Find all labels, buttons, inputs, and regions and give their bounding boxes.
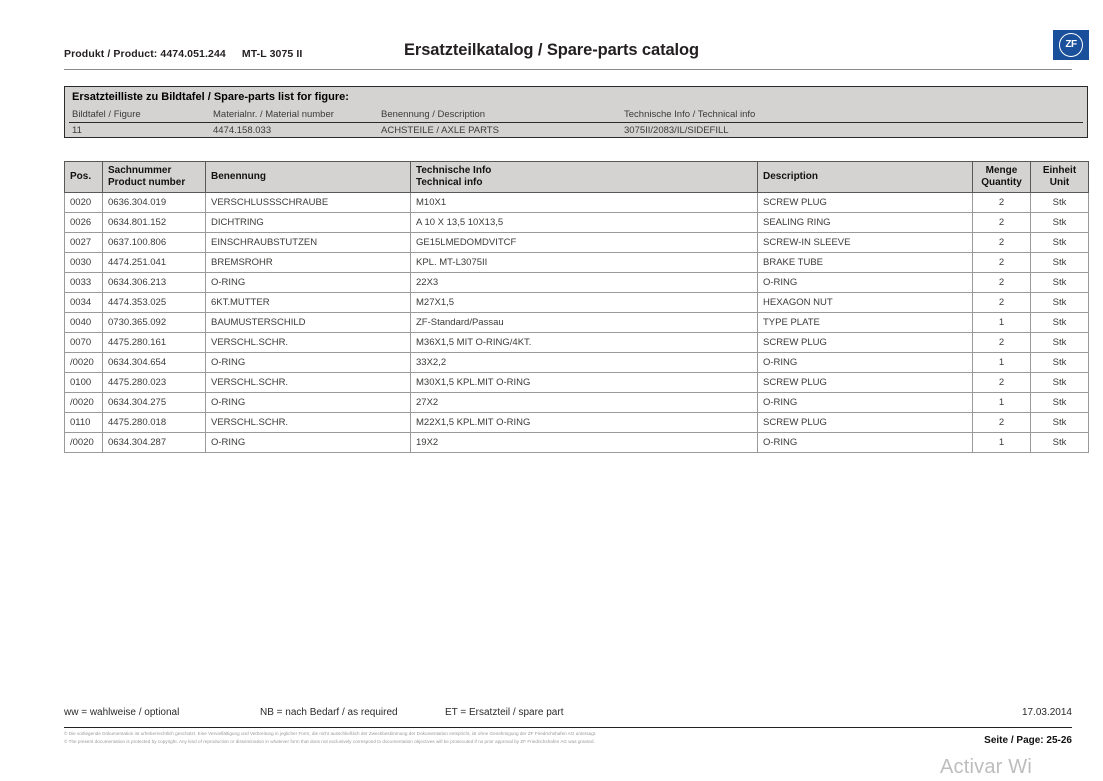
cell-technical-info: 19X2 bbox=[411, 433, 758, 453]
cell-benennung: O-RING bbox=[206, 393, 411, 413]
cell-description: SEALING RING bbox=[758, 213, 973, 233]
cell-quantity: 2 bbox=[973, 193, 1031, 213]
col-header-product-number bbox=[103, 162, 206, 193]
figure-value-description: ACHSTEILE / AXLE PARTS bbox=[381, 125, 499, 136]
figure-box-divider bbox=[69, 122, 1083, 123]
cell-unit: Stk bbox=[1031, 193, 1089, 213]
table-row[interactable] bbox=[65, 253, 1089, 273]
table-row[interactable] bbox=[65, 213, 1089, 233]
col-header-pos bbox=[65, 162, 103, 193]
cell-unit: Stk bbox=[1031, 413, 1089, 433]
cell-quantity: 2 bbox=[973, 233, 1031, 253]
cell-unit: Stk bbox=[1031, 273, 1089, 293]
cell-benennung: VERSCHL.SCHR. bbox=[206, 333, 411, 353]
col-header-product-number-de: Sachnummer bbox=[108, 165, 172, 176]
col-header-technical-info bbox=[411, 162, 758, 193]
cell-unit: Stk bbox=[1031, 313, 1089, 333]
cell-technical-info: GE15LMEDOMDVITCF bbox=[411, 233, 758, 253]
cell-benennung: DICHTRING bbox=[206, 213, 411, 233]
table-header-row bbox=[65, 162, 1089, 193]
cell-description: TYPE PLATE bbox=[758, 313, 973, 333]
legend-spare-part: ET = Ersatzteil / spare part bbox=[445, 707, 564, 718]
col-header-quantity bbox=[973, 162, 1031, 193]
figure-box-title: Ersatzteilliste zu Bildtafel / Spare-parts list for figure: bbox=[72, 91, 349, 103]
cell-pos: 0034 bbox=[65, 293, 103, 313]
cell-product-number: 0634.801.152 bbox=[103, 213, 206, 233]
cell-technical-info: KPL. MT-L3075II bbox=[411, 253, 758, 273]
cell-unit: Stk bbox=[1031, 333, 1089, 353]
legend-as-required: NB = nach Bedarf / as required bbox=[260, 707, 398, 718]
col-header-description-label: Description bbox=[763, 171, 819, 183]
col-header-quantity-de: Menge bbox=[985, 165, 1018, 176]
cell-product-number: 4474.251.041 bbox=[103, 253, 206, 273]
cell-quantity: 2 bbox=[973, 333, 1031, 353]
cell-pos: 0110 bbox=[65, 413, 103, 433]
footer-divider bbox=[64, 727, 1072, 728]
cell-product-number: 4475.280.161 bbox=[103, 333, 206, 353]
table-header bbox=[65, 162, 1089, 193]
table-body bbox=[65, 193, 1089, 453]
cell-product-number: 4474.353.025 bbox=[103, 293, 206, 313]
col-header-technical-info-en: Technical info bbox=[416, 177, 483, 189]
cell-product-number: 0730.365.092 bbox=[103, 313, 206, 333]
cell-pos: 0033 bbox=[65, 273, 103, 293]
cell-unit: Stk bbox=[1031, 293, 1089, 313]
cell-description: SCREW PLUG bbox=[758, 193, 973, 213]
cell-unit: Stk bbox=[1031, 253, 1089, 273]
figure-col-header-technical-info: Technische Info / Technical info bbox=[624, 109, 756, 120]
cell-technical-info: M36X1,5 MIT O-RING/4KT. bbox=[411, 333, 758, 353]
cell-technical-info: M30X1,5 KPL.MIT O-RING bbox=[411, 373, 758, 393]
cell-benennung: VERSCHL.SCHR. bbox=[206, 373, 411, 393]
cell-description: O-RING bbox=[758, 433, 973, 453]
table-row[interactable] bbox=[65, 393, 1089, 413]
cell-description: O-RING bbox=[758, 393, 973, 413]
cell-quantity: 2 bbox=[973, 253, 1031, 273]
cell-pos: 0070 bbox=[65, 333, 103, 353]
cell-unit: Stk bbox=[1031, 353, 1089, 373]
cell-technical-info: ZF-Standard/Passau bbox=[411, 313, 758, 333]
figure-value-material-number: 4474.158.033 bbox=[213, 125, 272, 136]
cell-technical-info: 33X2,2 bbox=[411, 353, 758, 373]
cell-quantity: 2 bbox=[973, 273, 1031, 293]
cell-technical-info: 22X3 bbox=[411, 273, 758, 293]
cell-pos: 0026 bbox=[65, 213, 103, 233]
page-title: Ersatzteilkatalog / Spare-parts catalog bbox=[403, 41, 700, 59]
product-model: MT-L 3075 II bbox=[241, 48, 303, 60]
col-header-unit-en: Unit bbox=[1049, 177, 1070, 189]
col-header-product-number-en: Product number bbox=[108, 177, 186, 189]
cell-pos: /0020 bbox=[65, 433, 103, 453]
cell-description: HEXAGON NUT bbox=[758, 293, 973, 313]
table-row[interactable] bbox=[65, 293, 1089, 313]
cell-product-number: 4475.280.023 bbox=[103, 373, 206, 393]
cell-product-number: 0634.304.287 bbox=[103, 433, 206, 453]
cell-description: SCREW PLUG bbox=[758, 373, 973, 393]
figure-col-header-figure: Bildtafel / Figure bbox=[72, 109, 141, 120]
page-number: Seite / Page: 25-26 bbox=[984, 735, 1072, 746]
copyright-english: © The present documentation is protected by copyright. Any kind of reproduction or dissemination in whatever form that does not exclusively correspond to documentation objectives will be prosecuted if no prior approval by ZF Friedrichshafen AG was granted. bbox=[64, 738, 595, 744]
cell-product-number: 0634.304.275 bbox=[103, 393, 206, 413]
zf-logo-icon bbox=[1053, 30, 1089, 60]
cell-product-number: 0634.306.213 bbox=[103, 273, 206, 293]
cell-benennung: VERSCHLUSSSCHRAUBE bbox=[206, 193, 411, 213]
cell-technical-info: 27X2 bbox=[411, 393, 758, 413]
cell-technical-info: M22X1,5 KPL.MIT O-RING bbox=[411, 413, 758, 433]
cell-product-number: 0636.304.019 bbox=[103, 193, 206, 213]
header-divider bbox=[64, 69, 1072, 70]
cell-unit: Stk bbox=[1031, 233, 1089, 253]
cell-benennung: 6KT.MUTTER bbox=[206, 293, 411, 313]
col-header-description bbox=[758, 162, 973, 193]
figure-value-technical-info: 3075II/2083/IL/SIDEFILL bbox=[624, 125, 729, 136]
cell-description: O-RING bbox=[758, 353, 973, 373]
cell-quantity: 2 bbox=[973, 213, 1031, 233]
cell-unit: Stk bbox=[1031, 213, 1089, 233]
cell-pos: 0100 bbox=[65, 373, 103, 393]
cell-pos: 0020 bbox=[65, 193, 103, 213]
cell-description: SCREW PLUG bbox=[758, 413, 973, 433]
cell-description: O-RING bbox=[758, 273, 973, 293]
zf-logo-text: ZF bbox=[1065, 39, 1077, 50]
legend-optional: ww = wahlweise / optional bbox=[64, 707, 180, 718]
cell-unit: Stk bbox=[1031, 393, 1089, 413]
activation-watermark: Activar Wi bbox=[940, 756, 1032, 778]
table-row[interactable] bbox=[65, 433, 1089, 453]
cell-quantity: 1 bbox=[973, 313, 1031, 333]
page-header bbox=[64, 36, 1039, 68]
cell-benennung: O-RING bbox=[206, 433, 411, 453]
cell-technical-info: M10X1 bbox=[411, 193, 758, 213]
figure-box-column-headers bbox=[65, 109, 1087, 122]
cell-unit: Stk bbox=[1031, 373, 1089, 393]
zf-logo-ring bbox=[1059, 33, 1083, 57]
cell-benennung: VERSCHL.SCHR. bbox=[206, 413, 411, 433]
cell-quantity: 2 bbox=[973, 373, 1031, 393]
col-header-unit bbox=[1031, 162, 1089, 193]
spare-parts-table bbox=[64, 161, 1089, 453]
figure-box-row bbox=[65, 125, 1087, 138]
cell-benennung: EINSCHRAUBSTUTZEN bbox=[206, 233, 411, 253]
col-header-benennung-label: Benennung bbox=[211, 171, 266, 183]
table-row[interactable] bbox=[65, 333, 1089, 353]
cell-description: SCREW-IN SLEEVE bbox=[758, 233, 973, 253]
cell-quantity: 2 bbox=[973, 413, 1031, 433]
product-label: Produkt / Product: 4474.051.244 bbox=[64, 48, 226, 60]
figure-col-header-material-number: Materialnr. / Material number bbox=[213, 109, 334, 120]
col-header-quantity-en: Quantity bbox=[981, 177, 1022, 189]
cell-quantity: 1 bbox=[973, 433, 1031, 453]
cell-description: BRAKE TUBE bbox=[758, 253, 973, 273]
cell-benennung: BREMSROHR bbox=[206, 253, 411, 273]
col-header-benennung bbox=[206, 162, 411, 193]
table-row[interactable] bbox=[65, 373, 1089, 393]
figure-info-box bbox=[64, 86, 1088, 138]
page-number-area bbox=[900, 730, 1072, 748]
cell-product-number: 4475.280.018 bbox=[103, 413, 206, 433]
figure-value-figure: 11 bbox=[72, 125, 82, 136]
table-row[interactable] bbox=[65, 193, 1089, 213]
cell-technical-info: A 10 X 13,5 10X13,5 bbox=[411, 213, 758, 233]
cell-benennung: BAUMUSTERSCHILD bbox=[206, 313, 411, 333]
cell-pos: /0020 bbox=[65, 353, 103, 373]
table-row[interactable] bbox=[65, 273, 1089, 293]
cell-product-number: 0634.304.654 bbox=[103, 353, 206, 373]
footer-date: 17.03.2014 bbox=[1021, 707, 1072, 718]
col-header-unit-de: Einheit bbox=[1042, 165, 1077, 176]
col-header-pos-label: Pos. bbox=[70, 171, 92, 183]
cell-description: SCREW PLUG bbox=[758, 333, 973, 353]
table-row[interactable] bbox=[65, 353, 1089, 373]
cell-benennung: O-RING bbox=[206, 273, 411, 293]
copyright-german: © Die vorliegende Dokumentation ist urheberrechtlich geschützt. Eine Vervielfältigung und Verbreitung in jeglicher Form, die nicht ausschließlich der Zweckbestimmung der Dokumentation entspricht, ist ohne Genehmigung der ZF Friedrichshafen AG untersagt. bbox=[64, 731, 597, 736]
table-row[interactable] bbox=[65, 233, 1089, 253]
cell-quantity: 2 bbox=[973, 293, 1031, 313]
cell-pos: 0040 bbox=[65, 313, 103, 333]
cell-quantity: 1 bbox=[973, 353, 1031, 373]
cell-quantity: 1 bbox=[973, 393, 1031, 413]
footer-legend bbox=[64, 707, 1072, 721]
figure-col-header-description: Benennung / Description bbox=[381, 109, 486, 120]
cell-pos: 0030 bbox=[65, 253, 103, 273]
copyright-notice bbox=[64, 730, 899, 746]
table-row[interactable] bbox=[65, 313, 1089, 333]
col-header-technical-info-de: Technische Info bbox=[416, 165, 492, 176]
table-row[interactable] bbox=[65, 413, 1089, 433]
cell-pos: 0027 bbox=[65, 233, 103, 253]
cell-unit: Stk bbox=[1031, 433, 1089, 453]
cell-product-number: 0637.100.806 bbox=[103, 233, 206, 253]
cell-technical-info: M27X1,5 bbox=[411, 293, 758, 313]
cell-benennung: O-RING bbox=[206, 353, 411, 373]
cell-pos: /0020 bbox=[65, 393, 103, 413]
